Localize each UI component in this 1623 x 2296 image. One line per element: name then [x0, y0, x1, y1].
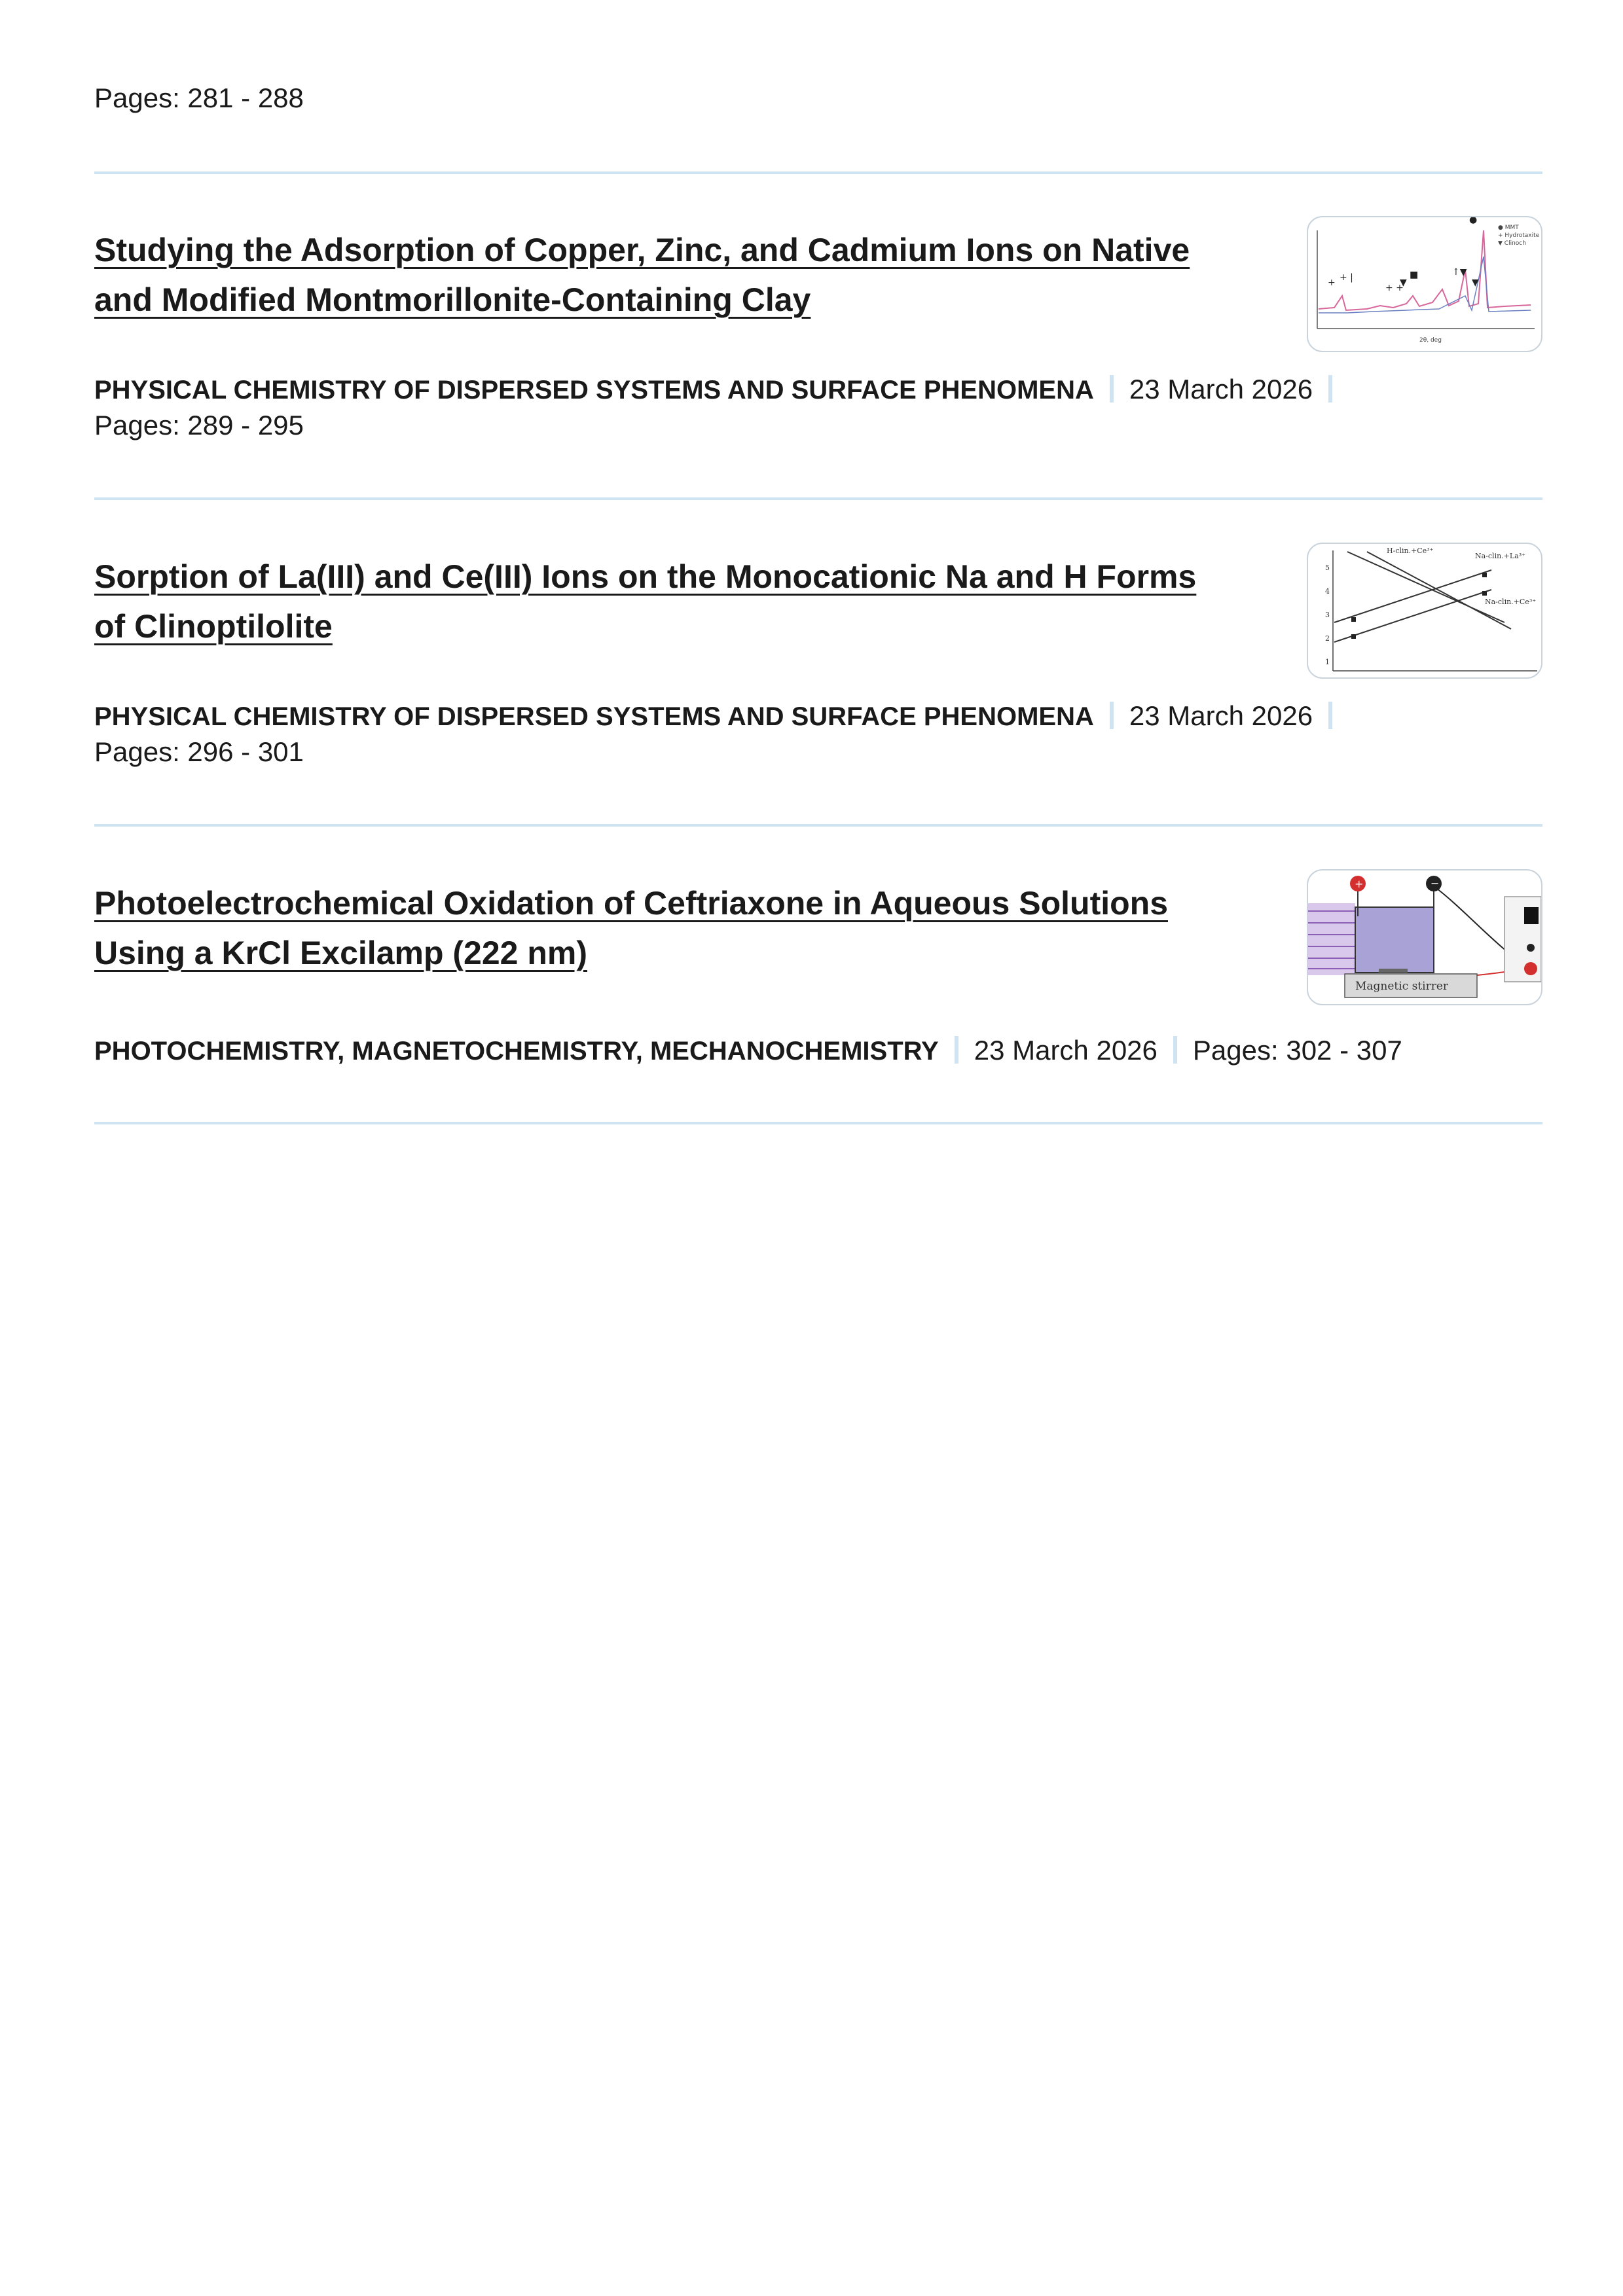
- svg-text:+: +: [1328, 278, 1336, 288]
- article-pages: Pages: 289 - 295: [94, 410, 304, 440]
- article-meta: [94, 372, 1542, 443]
- article-thumbnail[interactable]: [1307, 543, 1542, 679]
- article-pages: Pages: 302 - 307: [1192, 1035, 1402, 1066]
- svg-text:▼: ▼: [1400, 278, 1407, 288]
- svg-text:Na-clin.+La³⁺: Na-clin.+La³⁺: [1475, 552, 1525, 560]
- svg-text:2: 2: [1325, 634, 1330, 643]
- meta-separator: [1173, 1036, 1177, 1064]
- svg-text:5: 5: [1325, 564, 1330, 572]
- svg-text:3: 3: [1325, 611, 1330, 619]
- thumbnail-caption: Magnetic stirrer: [1355, 980, 1449, 993]
- meta-separator: [1328, 702, 1332, 729]
- article-thumbnail[interactable]: [1307, 869, 1542, 1005]
- divider: [94, 171, 1542, 174]
- svg-text:▼ Clinoch: ▼ Clinoch: [1498, 240, 1526, 247]
- article-thumbnail[interactable]: [1307, 216, 1542, 352]
- article-meta: [94, 1033, 1542, 1069]
- section-link[interactable]: PHYSICAL CHEMISTRY OF DISPERSED SYSTEMS AND SURFACE PHENOMENA: [94, 376, 1094, 404]
- svg-text:+ |: + |: [1340, 272, 1353, 283]
- article-pages: Pages: 296 - 301: [94, 736, 304, 767]
- article-title: [94, 225, 1220, 325]
- meta-separator: [1328, 375, 1332, 403]
- divider: [94, 497, 1542, 500]
- svg-text:●: ●: [1469, 217, 1478, 225]
- svg-text:1: 1: [1325, 658, 1330, 666]
- svg-text:Na-clin.+Ce³⁺: Na-clin.+Ce³⁺: [1485, 598, 1537, 606]
- divider: [94, 824, 1542, 827]
- article-title: [94, 552, 1220, 651]
- article-title-link[interactable]: Photoelectrochemical Oxidation of Ceftriaxone in Aqueous Solutions Using a KrCl Excilamp (222 nm): [94, 885, 1169, 971]
- svg-text:+: +: [1355, 878, 1364, 890]
- publication-date: 23 March 2026: [1129, 374, 1313, 404]
- svg-text:−: −: [1431, 877, 1440, 889]
- previous-article-pages: Pages: 281 - 288: [94, 82, 304, 113]
- publication-date: 23 March 2026: [1129, 700, 1313, 731]
- svg-text:+ Hydrotaxite: + Hydrotaxite: [1498, 232, 1540, 239]
- publication-date: 23 March 2026: [974, 1035, 1158, 1066]
- svg-text:H-clin.+Ce³⁺: H-clin.+Ce³⁺: [1387, 547, 1434, 555]
- svg-text:● MMT: ● MMT: [1498, 224, 1519, 231]
- sorption-lines-thumbnail: [1308, 544, 1541, 677]
- article-title: [94, 878, 1220, 978]
- xrd-chart-thumbnail: [1308, 217, 1541, 351]
- reactor-setup-thumbnail: [1308, 870, 1541, 1004]
- article-title-link[interactable]: Sorption of La(III) and Ce(III) Ions on the Monocationic Na and H Forms of Clinoptilolite: [94, 558, 1197, 645]
- svg-text:↑▼: ↑▼: [1452, 267, 1467, 278]
- article-meta: [94, 698, 1542, 770]
- svg-text:+ +: + +: [1385, 283, 1404, 293]
- article-title-link[interactable]: Studying the Adsorption of Copper, Zinc, and Cadmium Ions on Native and Modified Montmorillonite-Containing Clay: [94, 232, 1190, 318]
- svg-text:2θ, deg: 2θ, deg: [1419, 337, 1442, 344]
- svg-text:▼: ▼: [1472, 278, 1479, 288]
- divider: [94, 1122, 1542, 1124]
- svg-text:■: ■: [1410, 270, 1419, 280]
- svg-text:4: 4: [1325, 587, 1330, 596]
- meta-separator: [1110, 702, 1114, 729]
- section-link[interactable]: PHOTOCHEMISTRY, MAGNETOCHEMISTRY, MECHANOCHEMISTRY: [94, 1037, 939, 1066]
- meta-separator: [1110, 375, 1114, 403]
- meta-separator: [955, 1036, 958, 1064]
- section-link[interactable]: PHYSICAL CHEMISTRY OF DISPERSED SYSTEMS AND SURFACE PHENOMENA: [94, 702, 1094, 731]
